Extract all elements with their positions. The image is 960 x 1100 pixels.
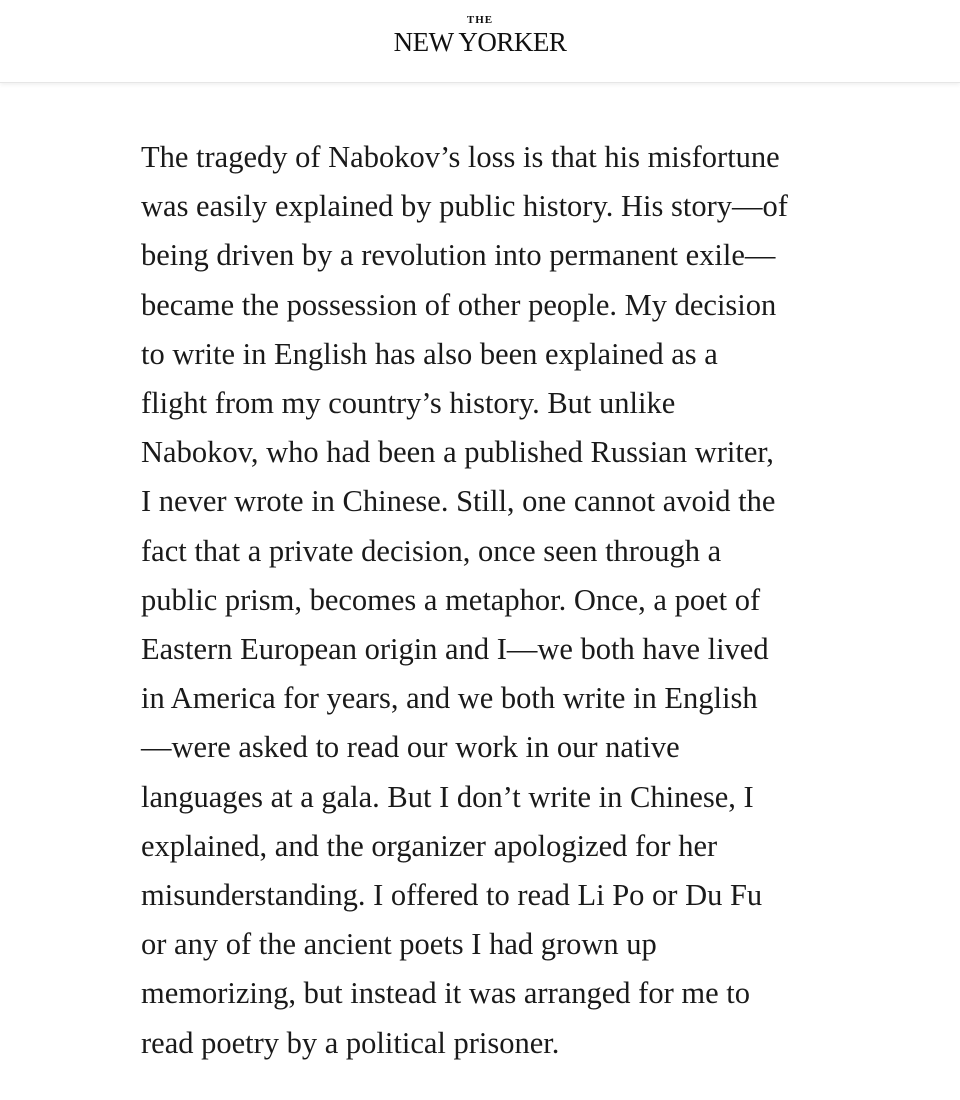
- paragraph-line: The tragedy of Nabokov’s loss is that his misfortune: [141, 140, 780, 174]
- paragraph-line: being driven by a revolution into permanent exile—: [141, 238, 776, 273]
- paragraph-line: public prism, becomes a metaphor. Once, a poet of: [141, 582, 761, 617]
- logo-the: THE: [466, 14, 494, 26]
- paragraph-line: Eastern European origin and I—we both have lived: [141, 632, 769, 667]
- paragraph-line: memorizing, but instead it was arranged for me to: [141, 976, 750, 1011]
- logo-name: NEW YORKER: [393, 27, 567, 57]
- article-paragraph: [141, 133, 841, 1068]
- paragraph-line: —were asked to read our work in our native: [141, 730, 680, 765]
- paragraph-line: fact that a private decision, once seen through a: [141, 533, 722, 568]
- paragraph-line: to write in English has also been explained as a: [141, 336, 718, 371]
- paragraph-line: explained, and the organizer apologized for her: [141, 828, 718, 863]
- paragraph-line: in America for years, and we both write in English: [141, 681, 758, 716]
- new-yorker-logo[interactable]: [0, 14, 960, 57]
- paragraph-line: flight from my country’s history. But unlike: [141, 386, 676, 421]
- paragraph-line: Nabokov, who had been a published Russian writer,: [141, 435, 774, 470]
- article-body: [141, 133, 841, 1068]
- paragraph-line: became the possession of other people. My decision: [141, 287, 777, 322]
- masthead: [0, 0, 960, 83]
- paragraph-line: languages at a gala. But I don’t write in Chinese, I: [141, 779, 754, 814]
- paragraph-line: misunderstanding. I offered to read Li Po or Du Fu: [141, 878, 763, 913]
- paragraph-line: read poetry by a political prisoner.: [141, 1025, 560, 1060]
- paragraph-line: was easily explained by public history. His story—of: [141, 189, 788, 224]
- paragraph-line: or any of the ancient poets I had grown up: [141, 927, 657, 962]
- paragraph-line: I never wrote in Chinese. Still, one cannot avoid the: [141, 484, 776, 519]
